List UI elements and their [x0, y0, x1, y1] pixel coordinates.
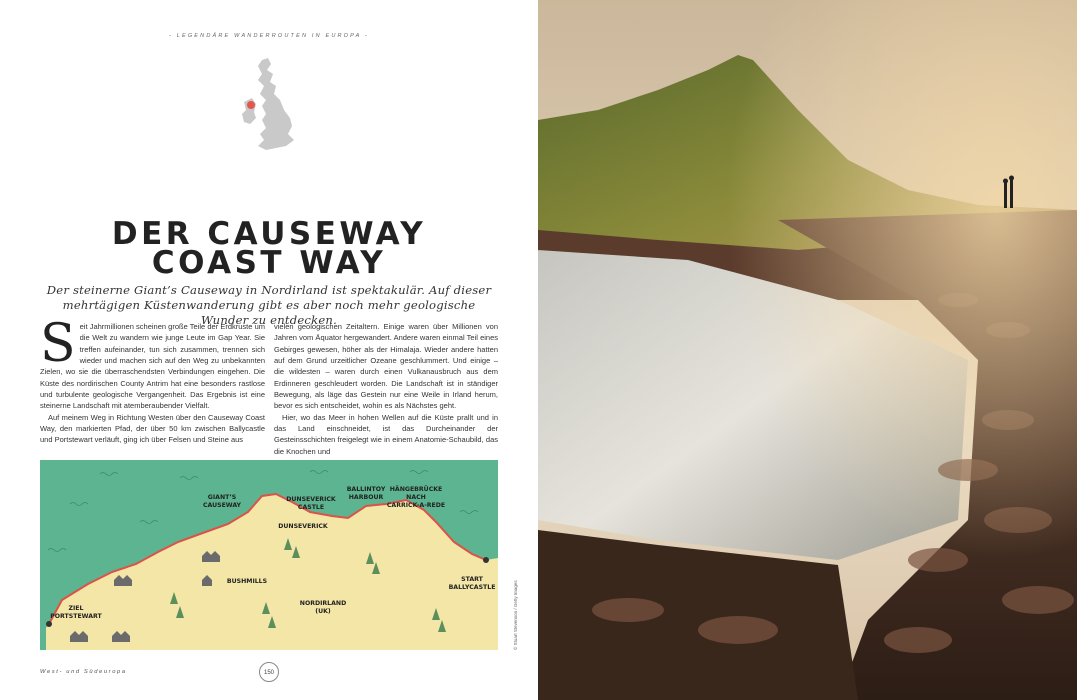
right-page: [538, 0, 1077, 700]
label-bridge: HÄNGEBRÜCKE: [389, 486, 443, 493]
label-start: BALLYCASTLE: [448, 584, 496, 591]
label-bridge: NACH: [406, 494, 426, 501]
label-bridge: CARRICK-A-REDE: [386, 502, 446, 509]
label-start: START: [461, 576, 483, 583]
paragraph: Hier, wo das Meer in hohen Wellen auf die Küste prallt und in das Land einschneidet, ist das Durcheinander der Gesteinsschichten freigelegt wie in einem Anatomie-Schaubild, das die Knochen und: [274, 412, 498, 456]
label-nordirland: NORDIRLAND: [299, 600, 347, 607]
label-ziel: PORTSTEWART: [50, 613, 102, 620]
text-column-1: [40, 314, 265, 446]
start-marker-icon: [483, 557, 489, 563]
paragraph: Auf meinem Weg in Richtung Westen über den Causeway Coast Way, den markierten Pfad, der über 50 km zwischen Ballycastle und Portstewart verläuft, ging ich über Felsen und Steine aus: [40, 412, 265, 445]
finish-marker-icon: [46, 621, 52, 627]
footer-section: West- und Südeuropa: [40, 669, 127, 675]
label-bushmills: BUSHMILLS: [226, 578, 268, 585]
location-marker-icon: [247, 101, 255, 109]
label-nordirland: (UK): [315, 608, 331, 615]
label-ballintoy-harbour: HARBOUR: [348, 494, 384, 501]
coast-photo: [538, 0, 1077, 700]
label-giants-causeway: GIANT’S: [207, 494, 237, 501]
article-subtitle: Der steinerne Giant’s Causeway in Nordirland ist spektakulär. Auf dieser mehrtägigen Küstenwanderung gibt es aber noch mehr geologische Wunder zu entdecken.: [46, 283, 492, 327]
paragraph: vielen geologischen Zeitaltern. Einige waren über Millionen von Jahren vom Äquator hergewandert. Andere waren einmal Teil eines Gebirges gewesen, höher als der Himalaja. Wieder andere hatten auf dem Grund urzeitlicher Ozeane geschlummert. Und einige – die wildesten – waren durch einen Vulkanausbruch aus dem Erdinneren geschleudert worden. Die Landschaft ist in ständiger Bewegung, als läge das Gestein nur eine Weile in Irland herum, bevor es sich entscheidet, wohin es als Nächstes geht.: [274, 322, 498, 411]
paragraph: eit Jahrmillionen scheinen große Teile der Erdkruste um die Welt zu wandern wie junge Leute im Gap Year. Sie treffen aufeinander, tun sich zusammen, trennen sich wieder und machen sich auf den Weg zu unbekannten Zielen, wo sie die überraschendsten Verbindungen eingehen. Die Küste des nordirischen County Antrim hat eine besonders rastlose und turbulente geologische Vergangenheit. Das Ergebnis ist eine steinerne Landschaft mit atemberaubender Vielfalt.: [40, 322, 265, 411]
photo-credit: © Stuart Stevenson / Getty Images: [513, 580, 518, 650]
label-ballintoy-harbour: BALLINTOY: [346, 486, 386, 493]
title-line-2: COAST WAY: [151, 245, 387, 281]
article-title: [0, 216, 538, 281]
section-kicker: - LEGENDÄRE WANDERROUTEN IN EUROPA -: [168, 33, 370, 39]
label-dunseverick-castle: CASTLE: [297, 504, 325, 511]
page-number: 150: [259, 662, 279, 682]
text-column-2: [274, 321, 498, 457]
drop-cap: S: [40, 314, 76, 374]
label-dunseverick-castle: DUNSEVERICK: [286, 496, 336, 503]
uk-locator-map-icon: [240, 56, 296, 152]
left-page: [0, 0, 538, 700]
label-dunseverick: DUNSEVERICK: [278, 523, 328, 530]
route-map: [40, 460, 498, 650]
title-line-1: DER CAUSEWAY: [111, 216, 427, 252]
label-ziel: ZIEL: [68, 605, 84, 612]
label-giants-causeway: CAUSEWAY: [202, 502, 242, 509]
